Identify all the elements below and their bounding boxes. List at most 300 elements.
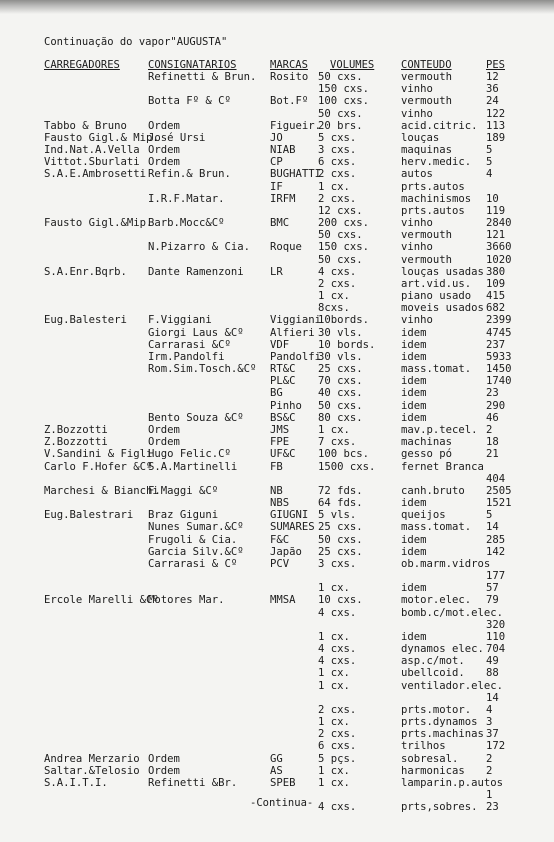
cell-consignatario: Dante Ramenzoni	[148, 265, 244, 278]
cell-peso: 119	[486, 204, 506, 217]
cell-marca: Viggiani	[270, 314, 322, 327]
table-row	[0, 607, 554, 619]
cell-conteudo: bomb.c/mot.elec.	[401, 606, 504, 619]
table-row	[0, 108, 554, 120]
cell-peso: 189	[486, 131, 506, 144]
cell-conteudo: vinho	[401, 83, 433, 96]
cell-consignatario: Carrarasi & Cº	[148, 557, 238, 570]
cell-marca: JO	[270, 131, 283, 144]
cell-marca: VDF	[270, 338, 290, 351]
cell-conteudo: idem	[401, 350, 427, 363]
cell-consignatario: Ordem	[148, 119, 180, 132]
cell-conteudo: vermouth	[401, 71, 453, 83]
cell-peso: 18	[486, 436, 499, 449]
header-consignatarios: CONSIGNATARIOS	[148, 59, 237, 71]
cell-peso: 2	[486, 764, 493, 777]
cell-carregador: Z.Bozzotti	[44, 423, 108, 436]
cell-conteudo: idem	[401, 375, 427, 388]
cell-peso: 109	[486, 277, 506, 290]
cell-consignatario: Ordem	[148, 436, 180, 449]
cell-conteudo: herv.medic.	[401, 156, 472, 169]
cell-peso: 5	[486, 156, 493, 169]
cell-peso: 121	[486, 229, 506, 242]
table-row	[0, 95, 554, 107]
cell-peso: 79	[486, 594, 499, 607]
cell-volume: 200 cxs.	[318, 217, 370, 230]
cell-peso: 10	[486, 192, 499, 205]
cell-carregador: Eug.Balestrari	[44, 509, 134, 522]
cell-conteudo: lamparin.p.autos	[401, 776, 504, 789]
table-row	[0, 229, 554, 241]
cell-marca: NIAB	[270, 144, 296, 157]
cell-volume: 50 cxs.	[318, 533, 363, 546]
table-row	[0, 546, 554, 558]
cell-peso: 36	[486, 83, 499, 96]
table-row	[0, 753, 554, 765]
cell-marca: SPEB	[270, 776, 296, 789]
cell-conteudo: vinho	[401, 241, 433, 254]
cell-volume: 1 cx.	[318, 679, 350, 692]
cell-conteudo: vinho	[401, 314, 433, 327]
cell-volume: 50 cxs.	[318, 229, 363, 242]
cell-peso: 4	[486, 703, 493, 716]
table-row	[0, 412, 554, 424]
cell-marca: MMSA	[270, 594, 296, 607]
cell-peso: 24	[486, 95, 499, 108]
cell-marca: Pandolfi	[270, 350, 322, 363]
cell-volume: 80 cxs.	[318, 411, 363, 424]
continua-footer: -Continua-	[250, 797, 314, 809]
cell-marca: FB	[270, 460, 283, 473]
cell-consignatario: Irm.Pandolfi	[148, 350, 225, 363]
cell-consignatario: Botta Fº & Cº	[148, 95, 231, 108]
cell-conteudo: machinismos	[401, 192, 472, 205]
cell-volume: 2 cxs.	[318, 277, 357, 290]
table-row	[0, 667, 554, 679]
cell-consignatario: Barb.Mocc&Cº	[148, 217, 225, 230]
cell-marca: GIUGNI	[270, 509, 309, 522]
cell-marca: F&C	[270, 533, 290, 546]
cell-marca: RT&C	[270, 363, 296, 376]
table-row	[0, 570, 554, 582]
cell-peso: 2	[486, 752, 493, 765]
cell-conteudo: canh.bruto	[401, 484, 465, 497]
cell-conteudo: prts.motor.	[401, 703, 472, 716]
cell-consignatario: Garcia Silv.&Cº	[148, 545, 244, 558]
table-row	[0, 473, 554, 485]
cell-marca: Bot.Fº	[270, 95, 309, 108]
cell-conteudo: prts.autos	[401, 180, 465, 193]
cell-peso: 12	[486, 71, 499, 83]
cell-carregador: V.Sandini & Figli	[44, 448, 153, 461]
cell-volume: 7 cxs.	[318, 436, 357, 449]
cell-volume: 12 cxs.	[318, 204, 363, 217]
cell-peso: 14	[486, 691, 499, 704]
cell-conteudo: vermouth	[401, 229, 453, 242]
cell-peso: 682	[486, 302, 506, 315]
cell-peso: 172	[486, 740, 506, 753]
cell-carregador: Carlo F.Hofer &Cº	[44, 460, 153, 473]
cell-consignatario: Nunes Sumar.&Cº	[148, 521, 244, 534]
cell-consignatario: Bento Souza &Cº	[148, 411, 244, 424]
table-row	[0, 314, 554, 326]
table-row	[0, 728, 554, 740]
cell-consignatario: Giorgi Laus &Cº	[148, 326, 244, 339]
cell-conteudo: vermouth	[401, 253, 453, 266]
cell-peso: 46	[486, 411, 499, 424]
cell-conteudo: fernet Branca	[401, 460, 484, 473]
cell-conteudo: idem	[401, 399, 427, 412]
cell-volume: 2 cxs.	[318, 728, 357, 741]
cell-marca: Roque	[270, 241, 302, 254]
cell-conteudo: ventilador.elec.	[401, 679, 504, 692]
cell-conteudo: prts.autos	[401, 204, 465, 217]
cell-volume: 50 cxs.	[318, 107, 363, 120]
table-row	[0, 448, 554, 460]
cell-volume: 100 cxs.	[318, 95, 370, 108]
cell-peso: 37	[486, 728, 499, 741]
cell-conteudo: machinas	[401, 436, 453, 449]
table-row	[0, 655, 554, 667]
cell-conteudo: mass.tomat.	[401, 363, 472, 376]
cell-marca: SUMARES	[270, 521, 315, 534]
table-row	[0, 400, 554, 412]
cell-volume: 10bords.	[318, 314, 370, 327]
cell-peso: 320	[486, 618, 506, 631]
cell-peso: 177	[486, 570, 506, 583]
table-row	[0, 144, 554, 156]
cell-marca: PL&C	[270, 375, 296, 388]
cell-peso: 113	[486, 119, 506, 132]
cell-volume: 72 fds.	[318, 484, 363, 497]
table-row	[0, 777, 554, 789]
cell-conteudo: mass.tomat.	[401, 521, 472, 534]
cell-volume: 6 cxs.	[318, 740, 357, 753]
table-row	[0, 71, 554, 83]
cell-volume: 50 cxs.	[318, 399, 363, 412]
cell-conteudo: moveis usados	[401, 302, 484, 315]
table-row	[0, 351, 554, 363]
table-row	[0, 132, 554, 144]
cell-carregador: S.A.E.Ambrosetti	[44, 168, 147, 181]
cell-volume: 70 cxs.	[318, 375, 363, 388]
cell-marca: Alfieri	[270, 326, 315, 339]
cell-volume: 64 fds.	[318, 497, 363, 510]
cell-volume: 6 cxs.	[318, 156, 357, 169]
cell-conteudo: mav.p.tecel.	[401, 423, 478, 436]
cell-consignatario: F.Viggiani	[148, 314, 212, 327]
cell-volume: 25 cxs.	[318, 545, 363, 558]
cell-conteudo: vinho	[401, 217, 433, 230]
cell-peso: 57	[486, 582, 499, 595]
cell-conteudo: idem	[401, 338, 427, 351]
cell-volume: 1 cx.	[318, 582, 350, 595]
cell-consignatario: Ordem	[148, 156, 180, 169]
cell-volume: 30 vls.	[318, 350, 363, 363]
cell-conteudo: trilhos	[401, 740, 446, 753]
cell-volume: 2 cxs.	[318, 703, 357, 716]
cell-consignatario: Carrarasi &Cº	[148, 338, 231, 351]
cell-marca: NB	[270, 484, 283, 497]
cell-consignatario: Ordem	[148, 144, 180, 157]
document-title: Continuação do vapor"AUGUSTA"	[44, 36, 228, 48]
cell-volume: 40 cxs.	[318, 387, 363, 400]
cell-volume: 150 cxs.	[318, 241, 370, 254]
table-row	[0, 704, 554, 716]
cell-conteudo: harmonicas	[401, 764, 465, 777]
table-row	[0, 461, 554, 473]
table-row	[0, 521, 554, 533]
cell-volume: 1 cx.	[318, 423, 350, 436]
cell-carregador: Eug.Balesteri	[44, 314, 127, 327]
table-row	[0, 193, 554, 205]
table-row	[0, 241, 554, 253]
cell-conteudo: maquinas	[401, 144, 453, 157]
cell-volume: 5 cxs.	[318, 131, 357, 144]
cell-conteudo: sobresal.	[401, 752, 459, 765]
cell-carregador: Fausto Gigl.&Mip.	[44, 217, 153, 230]
cell-conteudo: asp.c/mot.	[401, 655, 465, 668]
cell-marca: Rosito	[270, 71, 309, 83]
cell-peso: 4745	[486, 326, 512, 339]
cell-volume: 100 bcs.	[318, 448, 370, 461]
cell-conteudo: ob.marm.vidros	[401, 557, 491, 570]
cell-consignatario: F.Maggi &Cº	[148, 484, 219, 497]
cell-peso: 23	[486, 387, 499, 400]
cell-volume: 1 cx.	[318, 716, 350, 729]
cell-conteudo: idem	[401, 326, 427, 339]
cell-marca: BMC	[270, 217, 290, 230]
table-row	[0, 168, 554, 180]
cell-carregador: S.A.I.T.I.	[44, 776, 108, 789]
table-row	[0, 217, 554, 229]
cell-marca: IF	[270, 180, 283, 193]
cell-conteudo: autos	[401, 168, 433, 181]
cell-conteudo: ubellcoid.	[401, 667, 465, 680]
cell-consignatario: Hugo Felic.Cº	[148, 448, 231, 461]
cell-volume: 4 cxs.	[318, 265, 357, 278]
cell-volume: 25 cxs.	[318, 363, 363, 376]
cell-peso: 23	[486, 801, 499, 814]
table-row	[0, 302, 554, 314]
cell-marca: IRFM	[270, 192, 296, 205]
cell-conteudo: prts.machinas	[401, 728, 484, 741]
cell-marca: CP	[270, 156, 283, 169]
cell-marca: PCV	[270, 557, 290, 570]
table-row	[0, 534, 554, 546]
table-row	[0, 290, 554, 302]
cell-peso: 2505	[486, 484, 512, 497]
cell-consignatario: Motores Mar.	[148, 594, 225, 607]
cell-consignatario: Ordem	[148, 423, 180, 436]
cell-peso: 290	[486, 399, 506, 412]
table-row	[0, 254, 554, 266]
scan-edge-shadow	[0, 0, 554, 14]
table-row	[0, 339, 554, 351]
cell-volume: 4 cxs.	[318, 655, 357, 668]
cell-peso: 5	[486, 509, 493, 522]
cell-volume: 5 vls.	[318, 509, 357, 522]
cell-conteudo: art.vid.us.	[401, 277, 472, 290]
table-row	[0, 120, 554, 132]
cell-conteudo: idem	[401, 533, 427, 546]
cell-peso: 415	[486, 290, 506, 303]
cell-peso: 404	[486, 472, 506, 485]
cell-conteudo: piano usado	[401, 290, 472, 303]
cell-marca: JMS	[270, 423, 290, 436]
header-carregadores: CARREGADORES	[44, 59, 120, 71]
table-row	[0, 619, 554, 631]
cell-peso: 5	[486, 144, 493, 157]
cell-consignatario: Rom.Sim.Tosch.&Cº	[148, 363, 257, 376]
cell-peso: 88	[486, 667, 499, 680]
cell-consignatario: N.Pizarro & Cia.	[148, 241, 251, 254]
cell-carregador: Andrea Merzario	[44, 752, 140, 765]
cell-consignatario: I.R.F.Matar.	[148, 192, 225, 205]
table-row	[0, 327, 554, 339]
cell-marca: LR	[270, 265, 283, 278]
table-row	[0, 740, 554, 752]
cell-peso: 285	[486, 533, 506, 546]
cell-consignatario: Ordem	[148, 752, 180, 765]
cell-consignatario: Refin.& Brun.	[148, 168, 231, 181]
cell-conteudo: prts.dynamos	[401, 716, 478, 729]
table-row	[0, 582, 554, 594]
table-row	[0, 363, 554, 375]
cell-marca: BG	[270, 387, 283, 400]
cell-conteudo: vermouth	[401, 95, 453, 108]
cell-carregador: Ind.Nat.A.Vella	[44, 144, 140, 157]
table-row	[0, 436, 554, 448]
cell-volume: 3 cxs.	[318, 144, 357, 157]
cell-volume: 2 cxs.	[318, 192, 357, 205]
cell-peso: 5933	[486, 350, 512, 363]
cell-marca: BS&C	[270, 411, 296, 424]
cell-volume: 1 cx.	[318, 764, 350, 777]
cell-marca: Pinho	[270, 399, 302, 412]
cell-peso: 237	[486, 338, 506, 351]
cell-conteudo: idem	[401, 582, 427, 595]
cell-volume: 1 cx.	[318, 180, 350, 193]
cell-conteudo: gesso pó	[401, 448, 453, 461]
cell-marca: AS	[270, 764, 283, 777]
cell-peso: 1740	[486, 375, 512, 388]
table-row	[0, 680, 554, 692]
table-row	[0, 387, 554, 399]
cell-volume: 5 pçs.	[318, 752, 357, 765]
cell-peso: 122	[486, 107, 506, 120]
cell-conteudo: idem	[401, 545, 427, 558]
cell-volume: 1 cx.	[318, 630, 350, 643]
cell-volume: 30 vls.	[318, 326, 363, 339]
cell-volume: 8cxs.	[318, 302, 350, 315]
table-row	[0, 692, 554, 704]
cell-peso: 21	[486, 448, 499, 461]
cell-volume: 4 cxs.	[318, 643, 357, 656]
table-row	[0, 631, 554, 643]
header-marcas: MARCAS	[270, 59, 308, 71]
cell-volume: 10 cxs.	[318, 594, 363, 607]
table-row	[0, 181, 554, 193]
cell-consignatario: S.A.Martinelli	[148, 460, 238, 473]
table-row	[0, 205, 554, 217]
cell-peso: 4	[486, 168, 493, 181]
cell-conteudo: prts,sobres.	[401, 801, 478, 814]
cell-conteudo: acid.citric.	[401, 119, 478, 132]
table-row	[0, 266, 554, 278]
cell-volume: 1 cx.	[318, 776, 350, 789]
cell-marca: FPE	[270, 436, 290, 449]
table-row	[0, 765, 554, 777]
cell-carregador: Z.Bozzotti	[44, 436, 108, 449]
cell-conteudo: louças usadas	[401, 265, 484, 278]
cell-marca: BUGHATTI	[270, 168, 322, 181]
cell-peso: 14	[486, 521, 499, 534]
header-conteudo: CONTEUDO	[401, 59, 452, 71]
table-row	[0, 497, 554, 509]
cell-volume: 50 cxs.	[318, 71, 363, 83]
cell-consignatario: Refinetti & Brun.	[148, 71, 257, 83]
cell-volume: 50 cxs.	[318, 253, 363, 266]
cell-peso: 1521	[486, 497, 512, 510]
cell-volume: 3 cxs.	[318, 557, 357, 570]
cell-conteudo: motor.elec.	[401, 594, 472, 607]
cell-peso: 110	[486, 630, 506, 643]
cell-conteudo: idem	[401, 411, 427, 424]
cargo-table	[0, 71, 554, 813]
cell-carregador: Vittot.Sburlati	[44, 156, 140, 169]
cell-peso: 1020	[486, 253, 512, 266]
cell-peso: 1	[486, 789, 493, 802]
cell-peso: 380	[486, 265, 506, 278]
table-row	[0, 716, 554, 728]
cell-carregador: Tabbo & Bruno	[44, 119, 127, 132]
table-row	[0, 558, 554, 570]
cell-conteudo: vinho	[401, 107, 433, 120]
cell-carregador: Fausto Gigl.& Mip.	[44, 131, 159, 144]
cell-volume: 1 cx.	[318, 667, 350, 680]
header-volumes: VOLUMES	[330, 59, 375, 71]
cell-peso: 3	[486, 716, 493, 729]
cell-marca: GG	[270, 752, 283, 765]
cell-marca: NBS	[270, 497, 290, 510]
cell-volume: 1 cx.	[318, 290, 350, 303]
cell-consignatario: Refinetti &Br.	[148, 776, 238, 789]
cell-peso: 2	[486, 423, 493, 436]
cell-volume: 4 cxs.	[318, 606, 357, 619]
cell-conteudo: dynamos elec.	[401, 643, 484, 656]
cell-volume: 20 brs.	[318, 119, 363, 132]
cell-peso: 1450	[486, 363, 512, 376]
cell-conteudo: idem	[401, 497, 427, 510]
cell-peso: 2840	[486, 217, 512, 230]
cell-carregador: Saltar.&Telosio	[44, 764, 140, 777]
cell-peso: 704	[486, 643, 506, 656]
cell-carregador: S.A.Enr.Bqrb.	[44, 265, 127, 278]
cell-conteudo: queijos	[401, 509, 446, 522]
table-row	[0, 643, 554, 655]
table-row	[0, 375, 554, 387]
table-row	[0, 278, 554, 290]
cell-peso: 49	[486, 655, 499, 668]
cell-volume: 10 bords.	[318, 338, 376, 351]
cell-consignatario: José Ursi	[148, 131, 206, 144]
cell-carregador: Marchesi & Bianchi	[44, 484, 159, 497]
cell-consignatario: Braz Giguni	[148, 509, 219, 522]
cell-volume: 25 cxs.	[318, 521, 363, 534]
cell-volume: 150 cxs.	[318, 83, 370, 96]
cell-conteudo: idem	[401, 630, 427, 643]
